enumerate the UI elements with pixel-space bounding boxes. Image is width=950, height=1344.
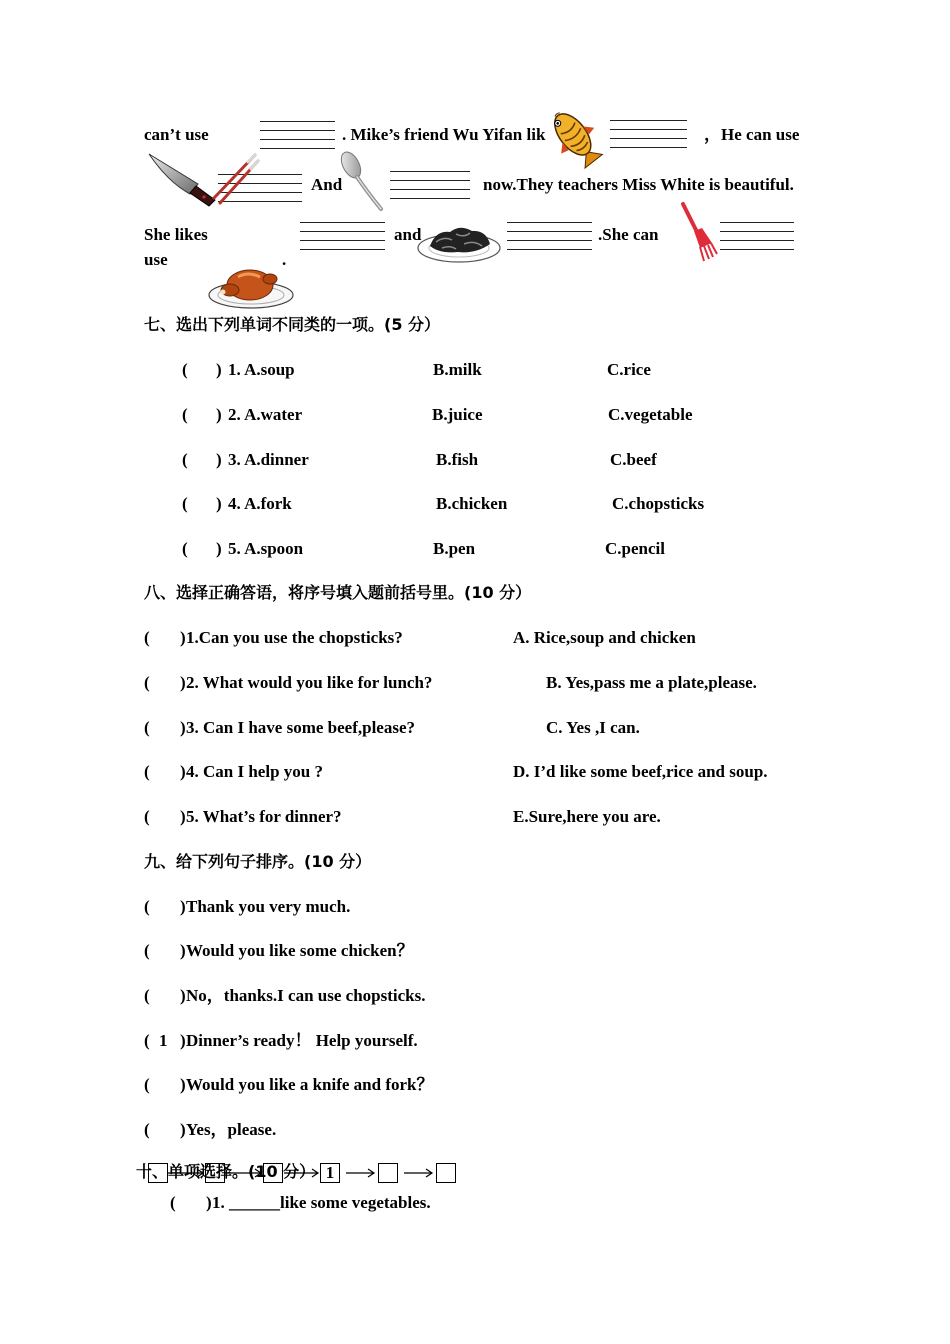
section-title [0, 315, 950, 335]
option-a: A.water [244, 405, 303, 424]
order-box: 1 [320, 1163, 340, 1183]
question-stem [228, 405, 302, 425]
bracket-close: ) [180, 673, 186, 692]
option-b: B.fish [436, 450, 479, 469]
bracket-close: ) [180, 941, 186, 960]
bracket-open: ( [144, 1075, 150, 1094]
bracket-open: ( [182, 539, 188, 558]
option-b: B.juice [432, 405, 483, 424]
option-c: C.vegetable [608, 405, 693, 424]
answer-option: C. Yes ,I can. [546, 718, 640, 737]
option-c: C.chopsticks [612, 494, 705, 513]
bracket-open: ( [182, 405, 188, 424]
order-answer: 1 [159, 1031, 168, 1050]
sentence-row [0, 897, 950, 917]
question-row [0, 762, 950, 782]
passage-line [0, 125, 950, 145]
sentence-text: No，thanks.I can use chopsticks. [186, 986, 426, 1005]
writing-lines [300, 222, 385, 250]
passage-text: .She can [598, 225, 659, 244]
bracket-close: ) [216, 494, 222, 513]
section-title-text: 七、选出下列单词不同类的一项。(5 分） [144, 315, 441, 334]
passage-line [0, 175, 950, 195]
order-box [148, 1163, 168, 1183]
passage-line [0, 250, 950, 270]
question-stem [228, 360, 295, 380]
bracket-close: ) [216, 539, 222, 558]
question-row [0, 628, 950, 648]
question-text: 2. What would you like for lunch? [186, 673, 433, 692]
answer-option: E.Sure,here you are. [513, 807, 661, 826]
question-row [0, 673, 950, 693]
bracket-open: ( [144, 628, 150, 647]
passage-text: . [282, 250, 287, 269]
option-b: B.chicken [436, 494, 508, 513]
bracket-close: ) [180, 628, 186, 647]
option-b: B.pen [433, 539, 476, 558]
order-box [436, 1163, 456, 1183]
writing-lines [720, 222, 794, 250]
option-c: C.beef [610, 450, 657, 469]
option-b: B.milk [433, 360, 482, 379]
question-row [0, 1193, 950, 1213]
writing-lines [507, 222, 592, 250]
bracket-open: ( [144, 941, 150, 960]
section-title-text: 八、选择正确答语，将序号填入题前括号里。(10 分） [144, 583, 532, 602]
sentence-row [0, 1031, 950, 1051]
sentence-text: Would you like a knife and fork？ [186, 1075, 434, 1094]
bracket-open: ( [144, 986, 150, 1005]
bracket-close: ) [180, 1031, 186, 1050]
bracket-close: ) [180, 1120, 186, 1139]
question-number: 2. [228, 405, 241, 424]
bracket-open: ( [144, 1120, 150, 1139]
passage-text: can’t use [144, 125, 209, 144]
answer-option: D. I’d like some beef,rice and soup. [513, 762, 768, 781]
question-row [0, 718, 950, 738]
question-text: 4. Can I help you ? [186, 762, 323, 781]
answer-option: A. Rice,soup and chicken [513, 628, 696, 647]
bracket-close: ) [180, 897, 186, 916]
question-row [0, 450, 950, 470]
section-title-text: 十、单项选择。(10 分） [136, 1162, 316, 1181]
question-row [0, 405, 950, 425]
question-row [0, 807, 950, 827]
bracket-open: ( [170, 1193, 176, 1212]
spoon-icon [338, 148, 388, 212]
bracket-close: ) [206, 1193, 212, 1212]
sentence-text: Would you like some chicken？ [186, 941, 414, 960]
option-c: C.rice [607, 360, 651, 379]
bracket-open: ( [144, 807, 150, 826]
option-c: C.pencil [605, 539, 665, 558]
bracket-open: ( [144, 897, 150, 916]
order-box [205, 1163, 225, 1183]
writing-lines [390, 171, 470, 199]
sentence-text: Yes，please. [186, 1120, 277, 1139]
passage-text: use [144, 250, 168, 269]
section-title [0, 852, 950, 872]
question-stem [228, 539, 303, 559]
fish-icon [544, 104, 606, 170]
bracket-close: ) [180, 1075, 186, 1094]
question-text: 1. ______like some vegetables. [212, 1193, 431, 1212]
question-row [0, 539, 950, 559]
bracket-close: ) [180, 762, 186, 781]
option-a: A.dinner [244, 450, 309, 469]
question-text: 3. Can I have some beef,please? [186, 718, 416, 737]
writing-lines [610, 120, 687, 148]
question-stem [228, 494, 292, 514]
answer-option: B. Yes,pass me a plate,please. [546, 673, 757, 692]
order-box [263, 1163, 283, 1183]
question-row [0, 360, 950, 380]
question-stem [228, 450, 309, 470]
section-title-text: 九、给下列句子排序。(10 分） [144, 852, 372, 871]
bracket-open: ( [182, 494, 188, 513]
passage-text: . Mike’s friend Wu Yifan lik [342, 125, 546, 144]
option-a: A.soup [244, 360, 295, 379]
bracket-open: ( [182, 450, 188, 469]
passage-text: now.They teachers Miss White is beautiful. [483, 175, 794, 194]
bracket-open: ( [144, 1031, 150, 1050]
bracket-close: ) [216, 405, 222, 424]
sentence-row [0, 986, 950, 1006]
sentence-text: Dinner’s ready！ Help yourself. [186, 1031, 418, 1050]
passage-text: She likes [144, 225, 208, 244]
question-number: 3. [228, 450, 241, 469]
writing-lines [260, 121, 335, 149]
option-a: A.spoon [244, 539, 304, 558]
chopsticks-icon [208, 152, 260, 206]
order-box [378, 1163, 398, 1183]
question-row [0, 494, 950, 514]
option-a: A.fork [244, 494, 292, 513]
passage-text: ，He can use [704, 125, 800, 144]
bracket-close: ) [180, 807, 186, 826]
bracket-open: ( [144, 718, 150, 737]
sentence-row [0, 1075, 950, 1095]
bracket-open: ( [182, 360, 188, 379]
bracket-open: ( [144, 762, 150, 781]
section-title [0, 583, 950, 603]
question-number: 1. [228, 360, 241, 379]
passage-text: and [394, 225, 422, 244]
bracket-open: ( [144, 673, 150, 692]
question-number: 4. [228, 494, 241, 513]
sentence-row [0, 941, 950, 961]
sentence-text: Thank you very much. [186, 897, 351, 916]
roast-chicken-icon [206, 260, 296, 310]
passage-text: And [311, 175, 343, 194]
question-text: 5. What’s for dinner? [186, 807, 342, 826]
question-number: 5. [228, 539, 241, 558]
bracket-close: ) [180, 718, 186, 737]
order-arrows [0, 1160, 470, 1186]
sentence-row [0, 1120, 950, 1140]
question-text: 1.Can you use the chopsticks? [186, 628, 403, 647]
bracket-close: ) [216, 360, 222, 379]
bracket-close: ) [180, 986, 186, 1005]
bracket-close: ) [216, 450, 222, 469]
